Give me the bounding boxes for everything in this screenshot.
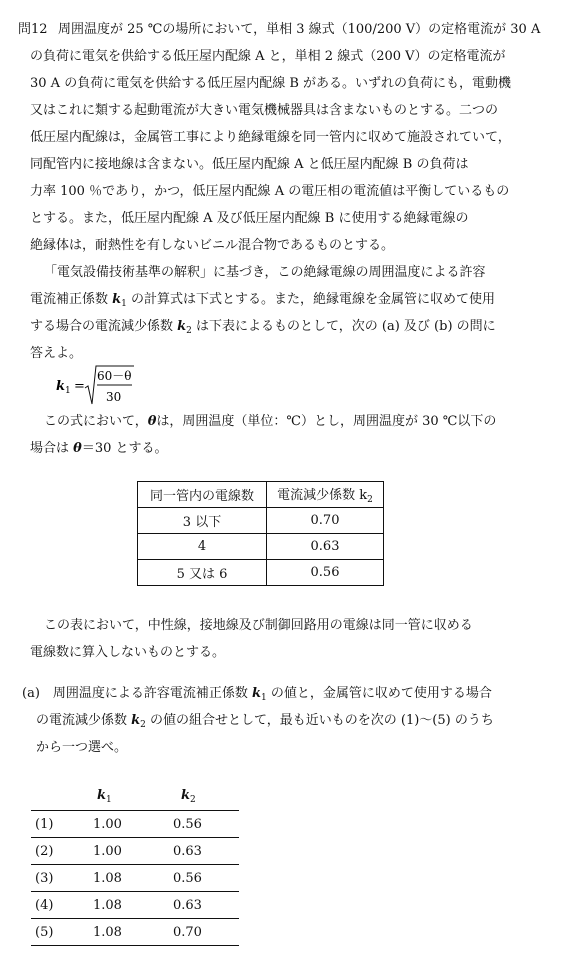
text: は下表によるものとして，次の (a) 及び (b) の問に — [191, 319, 496, 334]
paragraph3-line — [30, 437, 168, 456]
reduction-coefficient-table — [137, 481, 384, 586]
k2-subscript: 2 — [186, 326, 192, 336]
choice-k1: 1.08 — [93, 865, 165, 892]
choice-number: (1) — [31, 811, 93, 838]
formula-k-sub: 1 — [65, 386, 71, 396]
text: する場合の電流減少係数 — [30, 319, 178, 334]
k2-symbol: k — [131, 713, 141, 728]
text: の値の組合せとして，最も近いものを次の (1)～(5) のうち — [145, 713, 494, 728]
table-row — [138, 534, 384, 560]
choice-k2: 0.63 — [165, 838, 239, 865]
paragraph1-line: 又はこれに類する起動電流が大きい電気機械器具は含まないものとする。二つの — [30, 103, 499, 118]
paragraph1-line: 同配管内に接地線は含まない。低圧屋内配線 A と低圧屋内配線 B の負荷は — [30, 157, 469, 172]
text: k — [97, 788, 107, 803]
question-number: 問12 — [18, 22, 48, 37]
formula-k: k — [56, 379, 66, 394]
theta-symbol: θ — [73, 441, 82, 456]
sub-question-a-line — [22, 682, 492, 703]
choice-k2: 0.56 — [165, 811, 239, 838]
sub-question-a-line — [36, 709, 494, 730]
choice-number: (5) — [31, 919, 93, 946]
subscript: 1 — [106, 795, 112, 805]
k1-formula — [56, 364, 176, 408]
paragraph2-line — [30, 288, 495, 309]
paragraph1-line: とする。また，低圧屋内配線 A 及び低圧屋内配線 B に使用する絶縁電線の — [30, 211, 469, 226]
coefficient-cell: 0.70 — [267, 508, 384, 534]
header-k2 — [165, 783, 239, 811]
text: 電流減少係数 k — [277, 488, 368, 503]
table-row[interactable] — [31, 838, 239, 865]
paragraph2-line: 「電気設備技術基準の解釈」に基づき，この絶縁電線の周囲温度による許容 — [44, 265, 486, 280]
subscript: 2 — [367, 495, 373, 505]
paragraph4-line: 電線数に算入しないものとする。 — [30, 645, 226, 660]
text: ＝30 とする。 — [81, 441, 168, 456]
paragraph1-line: 周囲温度が 25 ℃の場所において，単相 3 線式（100/200 V）の定格電流が 30 A — [58, 22, 541, 37]
choice-k2: 0.70 — [165, 919, 239, 946]
text: (a) 周囲温度による許容電流補正係数 — [22, 686, 253, 701]
formula-numerator: 60－θ — [97, 369, 132, 383]
text: k — [181, 788, 191, 803]
header-number — [31, 783, 93, 811]
formula-denominator: 30 — [106, 390, 122, 404]
k2-symbol: k — [177, 319, 187, 334]
text: 場合は — [30, 441, 74, 456]
paragraph1-line: の負荷に電気を供給する低圧屋内配線 A と，単相 2 線式（200 V）の定格電流が — [30, 49, 506, 64]
text: の値と，金属管に収めて使用する場合 — [266, 686, 492, 701]
table-row[interactable] — [31, 811, 239, 838]
header-wire-count: 同一管内の電線数 — [138, 482, 267, 508]
paragraph2-line: 答えよ。 — [30, 346, 83, 361]
table-row[interactable] — [31, 865, 239, 892]
choice-k1: 1.00 — [93, 811, 165, 838]
answer-choices-table — [31, 783, 239, 946]
table-row[interactable] — [31, 919, 239, 946]
coefficient-cell: 0.63 — [267, 534, 384, 560]
paragraph1-line: 力率 100 ％であり，かつ，低圧屋内配線 A の電圧相の電流値は平衡しているもの — [30, 184, 510, 199]
choice-k1: 1.00 — [93, 838, 165, 865]
k1-symbol: k — [112, 292, 122, 307]
sub-question-a-line: から一つ選べ。 — [36, 740, 128, 755]
wire-count-cell: 5 又は 6 — [138, 560, 267, 586]
coefficient-cell: 0.56 — [267, 560, 384, 586]
paragraph3-line — [44, 410, 496, 429]
text: 電流補正係数 — [30, 292, 113, 307]
header-coefficient — [267, 482, 384, 508]
table-row[interactable] — [31, 892, 239, 919]
paragraph4-line: この表において，中性線，接地線及び制御回路用の電線は同一管に収める — [44, 618, 473, 633]
text: の電流減少係数 — [36, 713, 132, 728]
choice-number: (4) — [31, 892, 93, 919]
text: この式において， — [44, 414, 148, 429]
choice-k1: 1.08 — [93, 892, 165, 919]
choice-k2: 0.63 — [165, 892, 239, 919]
formula-eq: = — [74, 379, 85, 394]
paragraph1-line: 絶縁体は，耐熱性を有しないビニル混合物であるものとする。 — [30, 238, 395, 253]
choice-number: (3) — [31, 865, 93, 892]
choice-number: (2) — [31, 838, 93, 865]
paragraph1-line: 30 A の負荷に電気を供給する低圧屋内配線 B がある。いずれの負荷にも，電動機 — [30, 76, 512, 91]
choice-k2: 0.56 — [165, 865, 239, 892]
text: の計算式は下式とする。また，絶縁電線を金属管に収めて使用 — [126, 292, 496, 307]
subscript: 2 — [190, 795, 196, 805]
paragraph1-line: 低圧屋内配線は，金属管工事により絶縁電線を同一管内に収めて施設されていて， — [30, 130, 511, 145]
table-header-row — [138, 482, 384, 508]
k1-subscript: 1 — [261, 693, 267, 703]
choice-k1: 1.08 — [93, 919, 165, 946]
wire-count-cell: 4 — [138, 534, 267, 560]
k1-subscript: 1 — [121, 299, 127, 309]
k2-subscript: 2 — [140, 720, 146, 730]
paragraph2-line — [30, 315, 496, 336]
theta-symbol: θ — [147, 414, 157, 429]
header-k1 — [93, 783, 165, 811]
text: は，周囲温度（単位：℃）とし，周囲温度が 30 ℃以下の — [156, 414, 497, 429]
table-header-row — [31, 783, 239, 811]
wire-count-cell: 3 以下 — [138, 508, 267, 534]
table-row — [138, 508, 384, 534]
table-row — [138, 560, 384, 586]
k1-symbol: k — [252, 686, 262, 701]
